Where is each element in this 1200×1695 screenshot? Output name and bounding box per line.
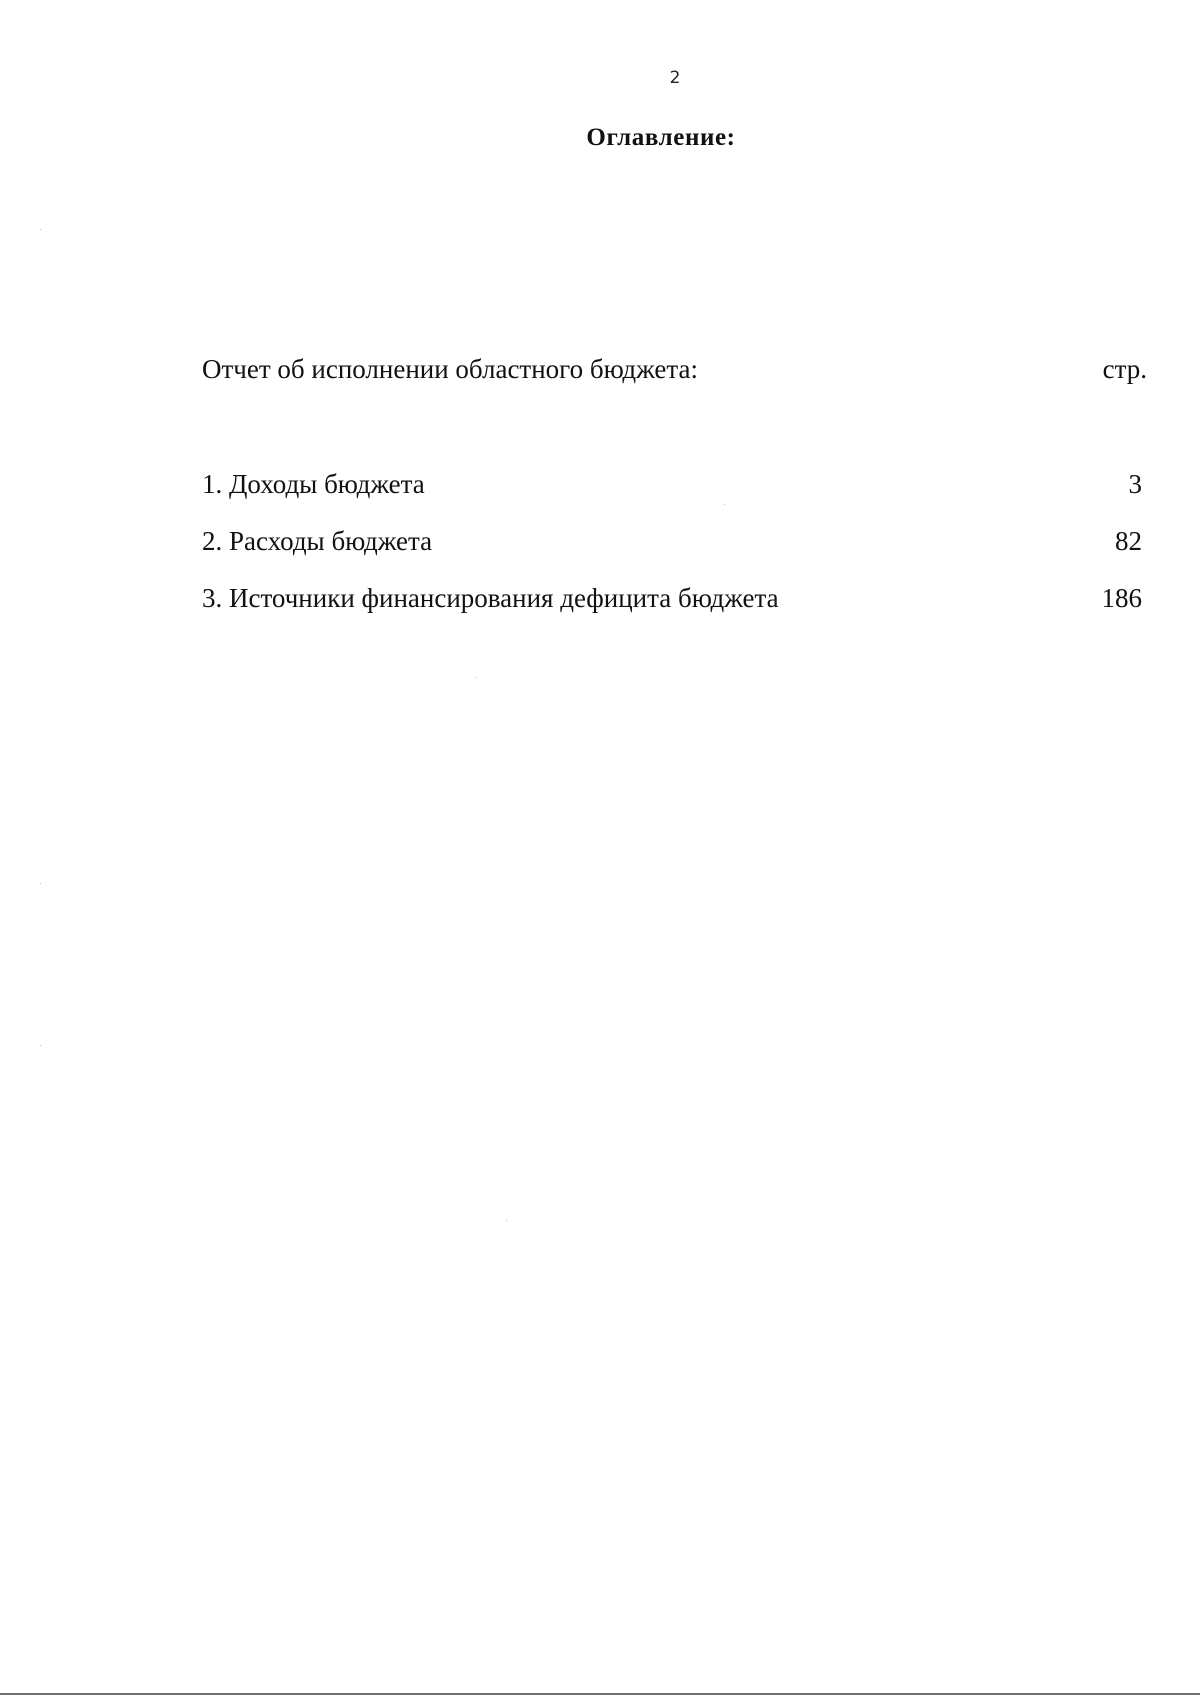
toc-list	[202, 469, 1142, 640]
toc-item-label: 1. Доходы бюджета	[202, 469, 425, 499]
scan-speck	[724, 504, 725, 505]
report-heading: Отчет об исполнении областного бюджета:	[202, 354, 699, 384]
toc-title: Оглавление:	[586, 124, 736, 151]
report-heading-row	[202, 354, 1147, 385]
toc-item-label: 2. Расходы бюджета	[202, 526, 433, 556]
scan-speck	[40, 883, 41, 884]
toc-item-expenditures	[202, 526, 1142, 583]
toc-item-revenues	[202, 469, 1142, 526]
scan-speck	[476, 677, 477, 678]
toc-item-page: 3	[1128, 469, 1142, 499]
scan-speck	[506, 1220, 507, 1221]
toc-item-page: 186	[1101, 583, 1142, 613]
toc-item-deficit-financing	[202, 583, 1142, 640]
toc-item-label: 3. Источники финансирования дефицита бюджета	[202, 583, 779, 613]
toc-item-page: 82	[1115, 526, 1142, 556]
scan-speck	[40, 1045, 41, 1046]
page-column-label: стр.	[1102, 354, 1147, 384]
page-number: 2	[669, 68, 681, 88]
scan-speck	[40, 229, 41, 230]
